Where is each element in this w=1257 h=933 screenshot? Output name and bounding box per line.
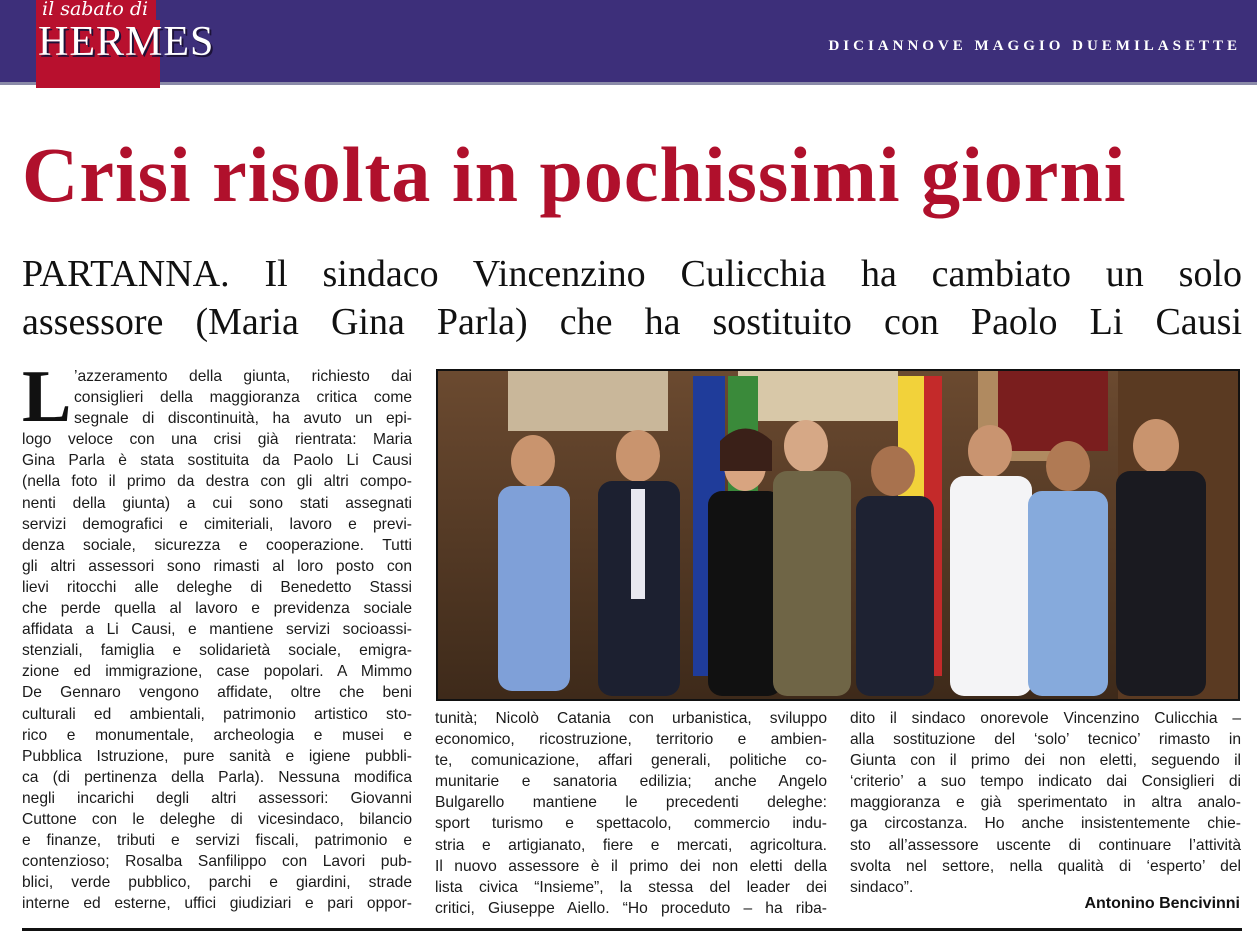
text-line: stria e artigianato, fiere e mercati, agricoltura.: [435, 836, 827, 854]
text-line: rico e monumentale, archeologia e musei e: [22, 726, 412, 744]
text-line: lista civica “Insieme”, la stessa del leader dei: [435, 878, 827, 896]
text-line: critici, Giuseppe Aiello. “Ho proceduto – ha riba-: [435, 899, 827, 917]
article-column-3: [850, 708, 1241, 898]
text-line: negli incarichi degli altri assessori: Giovanni: [22, 789, 412, 807]
text-line: nenti della giunta) a cui sono stati assegnati: [22, 494, 412, 512]
text-line: ‘criterio’ a suo tempo indicato dai Consiglieri di: [850, 773, 1241, 791]
text-line: culturali ed ambientali, patrimonio artistico sto-: [22, 705, 412, 723]
text-line: (nella foto il primo da destra con gli altri compo-: [22, 473, 412, 491]
article-column-2: [435, 708, 827, 919]
text-line: Il nuovo assessore è il primo dei non eletti della: [435, 857, 827, 875]
text-line: sindaco”.: [850, 878, 914, 896]
article-column-1: [22, 366, 412, 914]
text-line: maggioranza e già sperimentato in altra analo-: [850, 794, 1241, 812]
text-line: e finanze, tributi e servizi fiscali, patrimonio e: [22, 832, 412, 850]
text-line: Gina Parla è stata sostituita da Paolo Li Causi: [22, 452, 412, 470]
text-line: Pubblica Istruzione, pure sanità e igiene pubbli-: [22, 747, 412, 765]
text-line: affidata a Li Causi, e mantiene servizi socioassi-: [22, 621, 412, 639]
group-photo: [436, 369, 1240, 701]
text-line: economico, ricostruzione, territorio e ambien-: [435, 731, 827, 749]
text-line: Bulgarello mantiene le precedenti deleghe:: [435, 794, 827, 812]
text-line: alla sostituzione del ‘solo’ tecnico’ rimasto in: [850, 731, 1241, 749]
text-line: zione ed immigrazione, case popolari. A Mimmo: [22, 663, 412, 681]
masthead-tagline: il sabato di: [36, 0, 156, 22]
text-line: svolta nel settore, nella qualità di ‘esperto’ del: [850, 857, 1241, 875]
article-byline: Antonino Bencivinni: [1084, 895, 1240, 912]
text-line: ’azzeramento della giunta, richiesto dai: [74, 368, 412, 385]
masthead-divider: [0, 82, 1257, 85]
subhead-line-1: PARTANNA. Il sindaco Vincenzino Culicchia ha cambiato un solo: [22, 253, 1242, 295]
text-line: lievi ritocchi alle deleghe di Benedetto Stassi: [22, 578, 412, 596]
text-line: servizi demografici e cimiteriali, lavoro e previ-: [22, 515, 412, 533]
drop-cap: L: [22, 356, 72, 438]
text-line: ca (di pertinenza della Parla). Nessuna modifica: [22, 768, 412, 786]
text-line: segnale di discontinuità, ha avuto un epi-: [74, 410, 412, 428]
subhead-line-2: assessore (Maria Gina Parla) che ha sostituito con Paolo Li Causi: [22, 301, 1242, 343]
text-line: gli altri assessori sono rimasti al loro posto con: [22, 557, 412, 575]
text-line: che perde quella al lavoro e previdenza sociale: [22, 600, 412, 618]
text-line: Giunta con il primo dei non eletti, seguendo il: [850, 752, 1241, 770]
issue-date: DICIANNOVE MAGGIO DUEMILASETTE: [828, 38, 1241, 54]
text-line: Cuttone con le deleghe di vicesindaco, bilancio: [22, 810, 412, 828]
article-subheadline: [22, 250, 1242, 346]
text-line: logo veloce con una crisi già rientrata: Maria: [22, 431, 412, 449]
article-headline: Crisi risolta in pochissimi giorni: [22, 131, 1127, 218]
text-line: stenziali, famiglia e solidarietà sociale, emigra-: [22, 642, 412, 660]
text-line: interne ed esterne, uffici giudiziari e pari oppor-: [22, 895, 412, 913]
text-line: te, comunicazione, affari generali, politiche co-: [435, 752, 827, 770]
text-line: contenzioso; Rosalba Sanfilippo con Lavori pub-: [22, 853, 412, 871]
text-line: blici, verde pubblico, parchi e giardini, strade: [22, 874, 412, 892]
group-photo-illustration: [438, 371, 1238, 699]
text-line: denza sociale, sicurezza e cooperazione. Tutti: [22, 536, 412, 554]
text-line: tunità; Nicolò Catania con urbanistica, sviluppo: [435, 710, 827, 727]
text-line: sport turismo e spettacolo, commercio indu-: [435, 815, 827, 833]
text-line: consiglieri della maggioranza critica come: [74, 389, 412, 407]
text-line: De Gennaro vengono affidate, oltre che beni: [22, 684, 412, 702]
bottom-rule: [22, 928, 1242, 931]
text-line: ga circostanza. Ho anche insistentemente chie-: [850, 815, 1241, 833]
text-line: munitarie e sanatoria edilizia; anche Angelo: [435, 773, 827, 791]
text-line: dito il sindaco onorevole Vincenzino Culicchia –: [850, 710, 1241, 727]
text-line: sto all’assessore uscente di continuare l’attività: [850, 836, 1241, 854]
masthead-logo: HERMES: [38, 19, 215, 65]
